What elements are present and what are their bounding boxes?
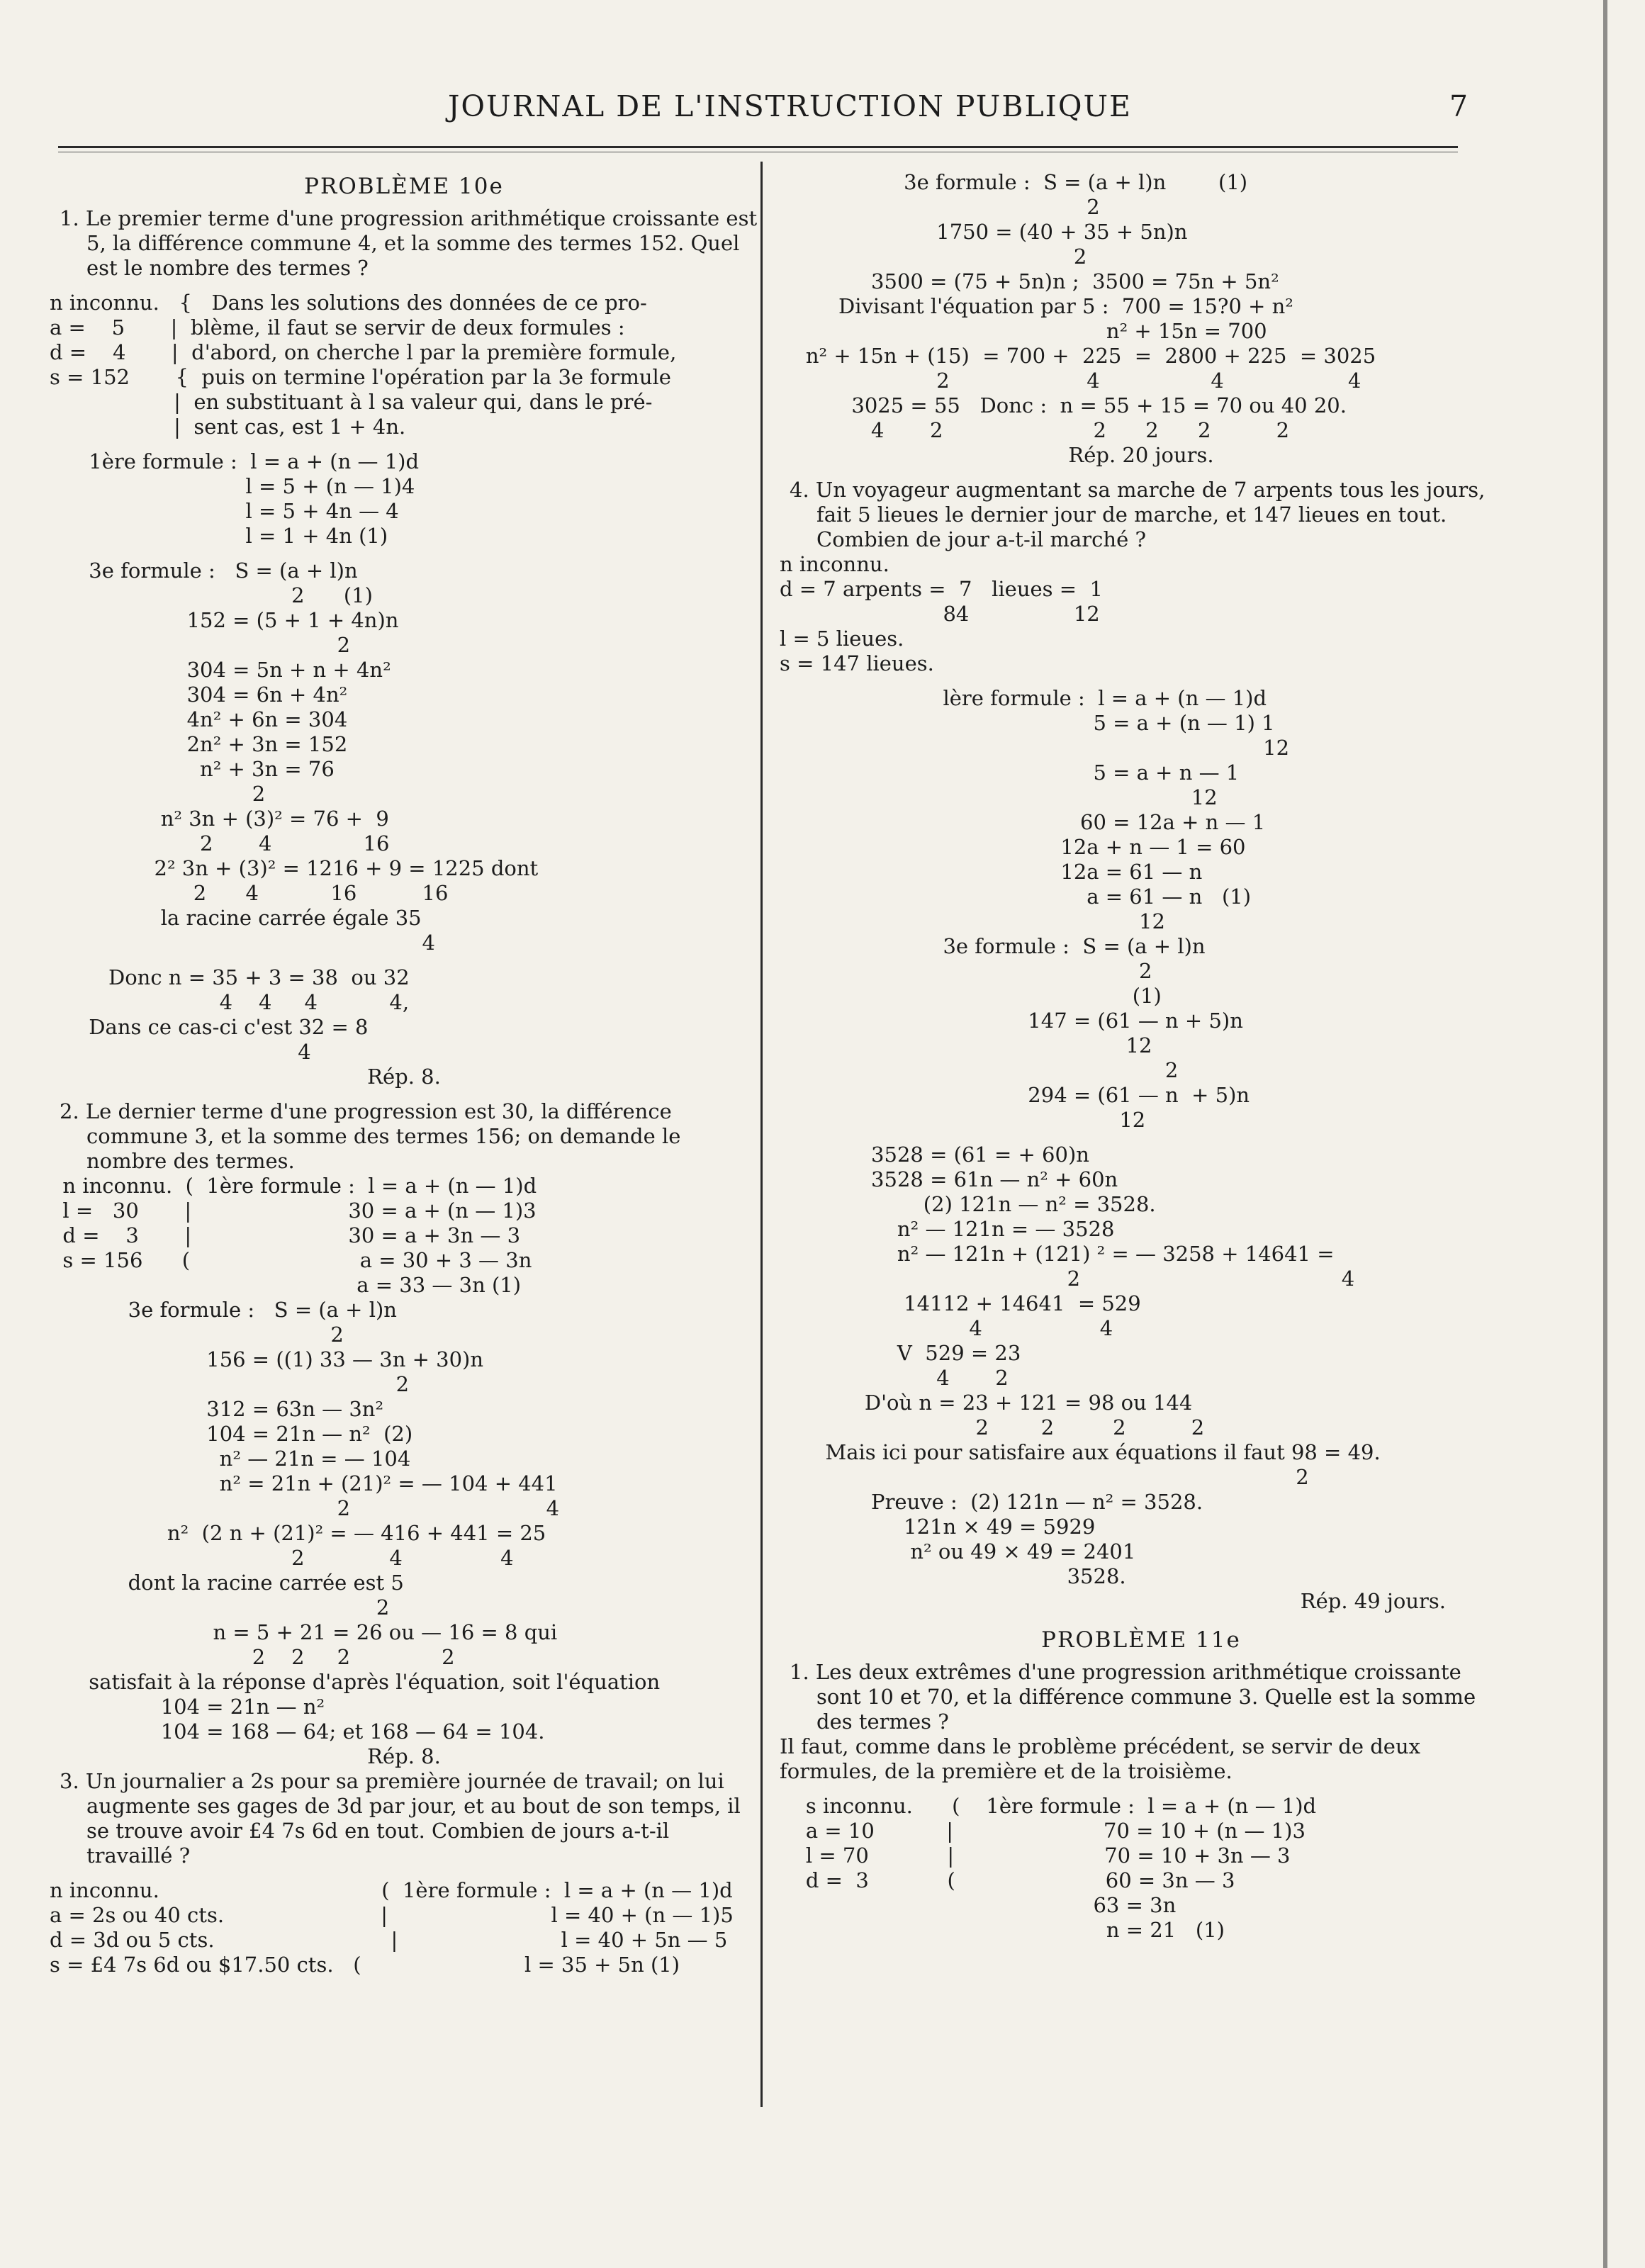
equation-line: 4 — [50, 1040, 311, 1064]
equation-line: 152 = (5 + 1 + 4n)n — [50, 608, 399, 632]
equation-line: 5 = a + (n — 1) 1 — [780, 711, 1275, 735]
equation-line: 3e formule : S = (a + l)n — [780, 934, 1206, 958]
equation-line: l = 30 | 30 = a + (n — 1)3 — [50, 1198, 537, 1223]
header-rule — [58, 146, 1458, 148]
left-column — [50, 170, 758, 1977]
equation-line: 3e formule : S = (a + l)n — [50, 558, 358, 583]
problem-heading: PROBLÈME 11e — [1041, 1627, 1241, 1653]
equation-line: 312 = 63n — 3n² — [50, 1397, 384, 1421]
equation-line: 156 = ((1) 33 — 3n + 30)n — [50, 1347, 484, 1371]
equation-line: n² — 121n = — 3528 — [780, 1217, 1115, 1241]
equation-line: n² (2 n + (21)² = — 416 + 441 = 25 — [50, 1521, 546, 1545]
equation-line: l = 5 + (n — 1)4 — [50, 474, 415, 498]
equation-line: n = 5 + 21 = 26 ou — 16 = 8 qui — [50, 1620, 558, 1644]
page-header — [0, 89, 1645, 132]
equation-line: 14112 + 14641 = 529 — [780, 1291, 1141, 1315]
equation-line: (2) 121n — n² = 3528. — [780, 1192, 1156, 1216]
equation-line: 4 4 4 4, — [50, 990, 410, 1014]
equation-line: l = 70 | 70 = 10 + 3n — 3 — [780, 1843, 1291, 1868]
equation-line: 60 = 12a + n — 1 — [780, 810, 1266, 834]
equation-line: satisfait à la réponse d'après l'équation, soit l'équation — [50, 1670, 661, 1694]
equation-line: Divisant l'équation par 5 : 700 = 15?0 + n² — [780, 294, 1293, 318]
equation-line: s = 152 { puis on termine l'opération par la 3e formule — [50, 365, 671, 389]
equation-line: n² + 3n = 76 — [50, 757, 335, 781]
equation-line: l = 1 + 4n (1) — [50, 524, 388, 548]
equation-line: Mais ici pour satisfaire aux équations il faut 98 = 49. — [780, 1440, 1381, 1464]
answer-line: Rép. 8. — [367, 1065, 441, 1089]
equation-line: 12 — [780, 1108, 1146, 1132]
problem-statement: 1. Les deux extrêmes d'une progression arithmétique croissante sont 10 et 70, et la différence commune 3. Quelle est la somme des termes ? — [790, 1660, 1476, 1734]
equation-line: n² + 15n + (15) = 700 + 225 = 2800 + 225 = 3025 — [780, 344, 1376, 368]
spacer — [50, 281, 758, 291]
equation-line: n inconnu. ( 1ère formule : l = a + (n — 1)d — [50, 1878, 733, 1902]
equation-line: dont la racine carrée est 5 — [50, 1571, 404, 1595]
equation-line: n inconnu. — [780, 552, 889, 576]
spacer — [780, 1133, 1503, 1143]
equation-line: 1ère formule : l = a + (n — 1)d — [50, 449, 420, 473]
equation-line: 121n × 49 = 5929 — [780, 1515, 1096, 1539]
equation-line: 2 — [50, 633, 351, 657]
equation-line: 304 = 5n + n + 4n² — [50, 658, 391, 682]
equation-line: 147 = (61 — n + 5)n — [780, 1009, 1243, 1033]
equation-line: 2 4 — [50, 1496, 560, 1520]
equation-line: 63 = 3n — [780, 1893, 1177, 1917]
equation-line: 2 2 2 2 — [780, 1415, 1205, 1439]
problem-statement: 1. Le premier terme d'une progression arithmétique croissante est 5, la différence commune 4, et la somme des termes 152. Quel est le nombre des termes ? — [60, 206, 758, 280]
equation-line: 2 4 16 16 — [50, 881, 449, 905]
equation-line: 12 — [780, 736, 1290, 760]
equation-line: D'où n = 23 + 121 = 98 ou 144 — [780, 1391, 1193, 1415]
equation-line: d = 3d ou 5 cts. | l = 40 + 5n — 5 — [50, 1928, 728, 1952]
equation-line: 2 — [50, 1372, 410, 1396]
equation-line: 2 2 2 2 — [50, 1645, 455, 1669]
equation-line: 3e formule : S = (a + l)n (1) — [780, 170, 1248, 194]
equation-line: 2 — [780, 959, 1152, 983]
paragraph: Il faut, comme dans le problème précédent, se servir de deux formules, de la première et de la troisième. — [780, 1734, 1420, 1783]
right-column — [780, 170, 1503, 1943]
equation-line: 104 = 21n — n² — [50, 1695, 325, 1719]
equation-line: V 529 = 23 — [780, 1341, 1021, 1365]
equation-line: a = 10 | 70 = 10 + (n — 1)3 — [780, 1819, 1306, 1843]
equation-line: a = 61 — n (1) — [780, 885, 1252, 909]
equation-line: 12 — [780, 785, 1218, 809]
equation-line: 294 = (61 — n + 5)n — [780, 1083, 1250, 1107]
spacer — [780, 468, 1503, 478]
equation-line: 4 4 — [780, 1316, 1113, 1340]
equation-line: 4 2 2 2 2 2 — [780, 418, 1290, 442]
equation-line: 2² 3n + (3)² = 1216 + 9 = 1225 dont — [50, 856, 539, 880]
equation-line: l = 5 lieues. — [780, 627, 904, 651]
equation-line: 2 — [50, 782, 266, 806]
equation-line: d = 3 ( 60 = 3n — 3 — [780, 1868, 1235, 1892]
equation-line: s = 147 lieues. — [780, 651, 934, 675]
equation-line: 12 — [780, 1033, 1152, 1057]
problem-statement: 3. Un journalier a 2s pour sa première journée de travail; on lui augmente ses gages de 3d par jour, et au bout de son temps, il se trouve avoir £4 7s 6d en tout. Combien de jours a-t-il travaillé ? — [60, 1769, 741, 1868]
equation-line: 3528 = (61 = + 60)n — [780, 1143, 1089, 1167]
equation-line: | en substituant à l sa valeur qui, dans le pré- — [50, 390, 653, 414]
answer-line: Rép. 8. — [367, 1744, 441, 1768]
equation-line: 2 — [780, 1058, 1179, 1082]
equation-line: a = 5 | blème, il faut se servir de deux formules : — [50, 315, 625, 339]
equation-line: 2 (1) — [50, 583, 373, 607]
equation-line: d = 3 | 30 = a + 3n — 3 — [50, 1223, 521, 1247]
equation-line: Donc n = 35 + 3 = 38 ou 32 — [50, 965, 410, 989]
equation-line: 2 — [780, 1465, 1309, 1489]
equation-line: n = 21 (1) — [780, 1918, 1225, 1942]
spacer — [780, 676, 1503, 686]
equation-line: n² ou 49 × 49 = 2401 — [780, 1539, 1136, 1564]
equation-line: 1750 = (40 + 35 + 5n)n — [780, 220, 1188, 244]
answer-line: Rép. 20 jours. — [1068, 443, 1214, 467]
equation-line: 3e formule : S = (a + l)n — [50, 1298, 397, 1322]
equation-line: s inconnu. ( 1ère formule : l = a + (n — 1)d — [780, 1794, 1317, 1818]
equation-line: 2 — [780, 245, 1087, 269]
equation-line: 104 = 21n — n² (2) — [50, 1422, 413, 1446]
equation-line: s = £4 7s 6d ou $17.50 cts. ( l = 35 + 5n (1) — [50, 1953, 680, 1977]
equation-line: 4 — [50, 931, 435, 955]
equation-line: 2 4 16 — [50, 831, 390, 855]
equation-line: 2 4 4 4 — [780, 369, 1362, 393]
equation-line: 3528. — [780, 1564, 1126, 1588]
equation-line: l = 5 + 4n — 4 — [50, 499, 399, 523]
equation-line: a = 33 — 3n (1) — [50, 1273, 522, 1297]
equation-line: 2 — [50, 1595, 390, 1619]
spacer — [780, 1614, 1503, 1624]
equation-line: 4n² + 6n = 304 — [50, 707, 348, 731]
equation-line: 2 — [50, 1323, 344, 1347]
spacer — [50, 1868, 758, 1878]
equation-line: 5 = a + n — 1 — [780, 760, 1240, 785]
equation-line: s = 156 ( a = 30 + 3 — 3n — [50, 1248, 532, 1272]
equation-line: la racine carrée égale 35 — [50, 906, 422, 930]
equation-line: Preuve : (2) 121n — n² = 3528. — [780, 1490, 1203, 1514]
equation-line: (1) — [780, 984, 1162, 1008]
equation-line: 104 = 168 — 64; et 168 — 64 = 104. — [50, 1719, 545, 1744]
answer-line: Rép. 49 jours. — [1300, 1589, 1446, 1613]
equation-line: 3528 = 61n — n² + 60n — [780, 1167, 1118, 1191]
equation-line: n² = 21n + (21)² = — 104 + 441 — [50, 1471, 558, 1495]
spacer — [50, 955, 758, 965]
page-edge — [1603, 0, 1607, 2268]
problem-heading: PROBLÈME 10e — [304, 174, 504, 199]
journal-title: JOURNAL DE L'INSTRUCTION PUBLIQUE — [448, 89, 1132, 123]
equation-line: 2 4 — [780, 1267, 1355, 1291]
equation-line: 304 = 6n + 4n² — [50, 683, 348, 707]
equation-line: lère formule : l = a + (n — 1)d — [780, 686, 1267, 710]
equation-line: Dans ce cas-ci c'est 32 = 8 — [50, 1015, 369, 1039]
page-number: 7 — [1449, 89, 1469, 123]
problem-statement: 4. Un voyageur augmentant sa marche de 7 arpents tous les jours, fait 5 lieues le dernier jour de marche, et 147 lieues en tout. Combien de jour a-t-il marché ? — [790, 478, 1486, 551]
spacer — [50, 1089, 758, 1099]
equation-line: 12 — [780, 909, 1165, 933]
spacer — [50, 549, 758, 558]
equation-line: n inconnu. { Dans les solutions des données de ce pro- — [50, 291, 647, 315]
spacer — [780, 1784, 1503, 1794]
column-divider — [760, 162, 763, 2107]
equation-line: | sent cas, est 1 + 4n. — [50, 415, 406, 439]
equation-line: 2 4 4 — [50, 1546, 514, 1570]
equation-line: 2 — [780, 195, 1100, 219]
equation-line: 3500 = (75 + 5n)n ; 3500 = 75n + 5n² — [780, 269, 1279, 293]
equation-line: 12a = 61 — n — [780, 860, 1203, 884]
equation-line: n inconnu. ( 1ère formule : l = a + (n — 1)d — [50, 1174, 537, 1198]
equation-line: d = 7 arpents = 7 lieues = 1 — [780, 577, 1103, 601]
equation-line: n² + 15n = 700 — [780, 319, 1267, 343]
equation-line: d = 4 | d'abord, on cherche l par la première formule, — [50, 340, 677, 364]
equation-line: 4 2 — [780, 1366, 1009, 1390]
equation-line: n² — 21n = — 104 — [50, 1447, 411, 1471]
equation-line: 2n² + 3n = 152 — [50, 732, 348, 756]
spacer — [50, 439, 758, 449]
equation-line: 3025 = 55 Donc : n = 55 + 15 = 70 ou 40 20. — [780, 393, 1347, 417]
equation-line: n² — 121n + (121) ² = — 3258 + 14641 = — [780, 1242, 1335, 1266]
equation-line: a = 2s ou 40 cts. | l = 40 + (n — 1)5 — [50, 1903, 734, 1927]
equation-line: n² 3n + (3)² = 76 + 9 — [50, 807, 389, 831]
equation-line: 84 12 — [780, 602, 1100, 626]
problem-statement: 2. Le dernier terme d'une progression est 30, la différence commune 3, et la somme des termes 156; on demande le nombre des termes. — [60, 1099, 681, 1173]
equation-line: 12a + n — 1 = 60 — [780, 835, 1246, 859]
